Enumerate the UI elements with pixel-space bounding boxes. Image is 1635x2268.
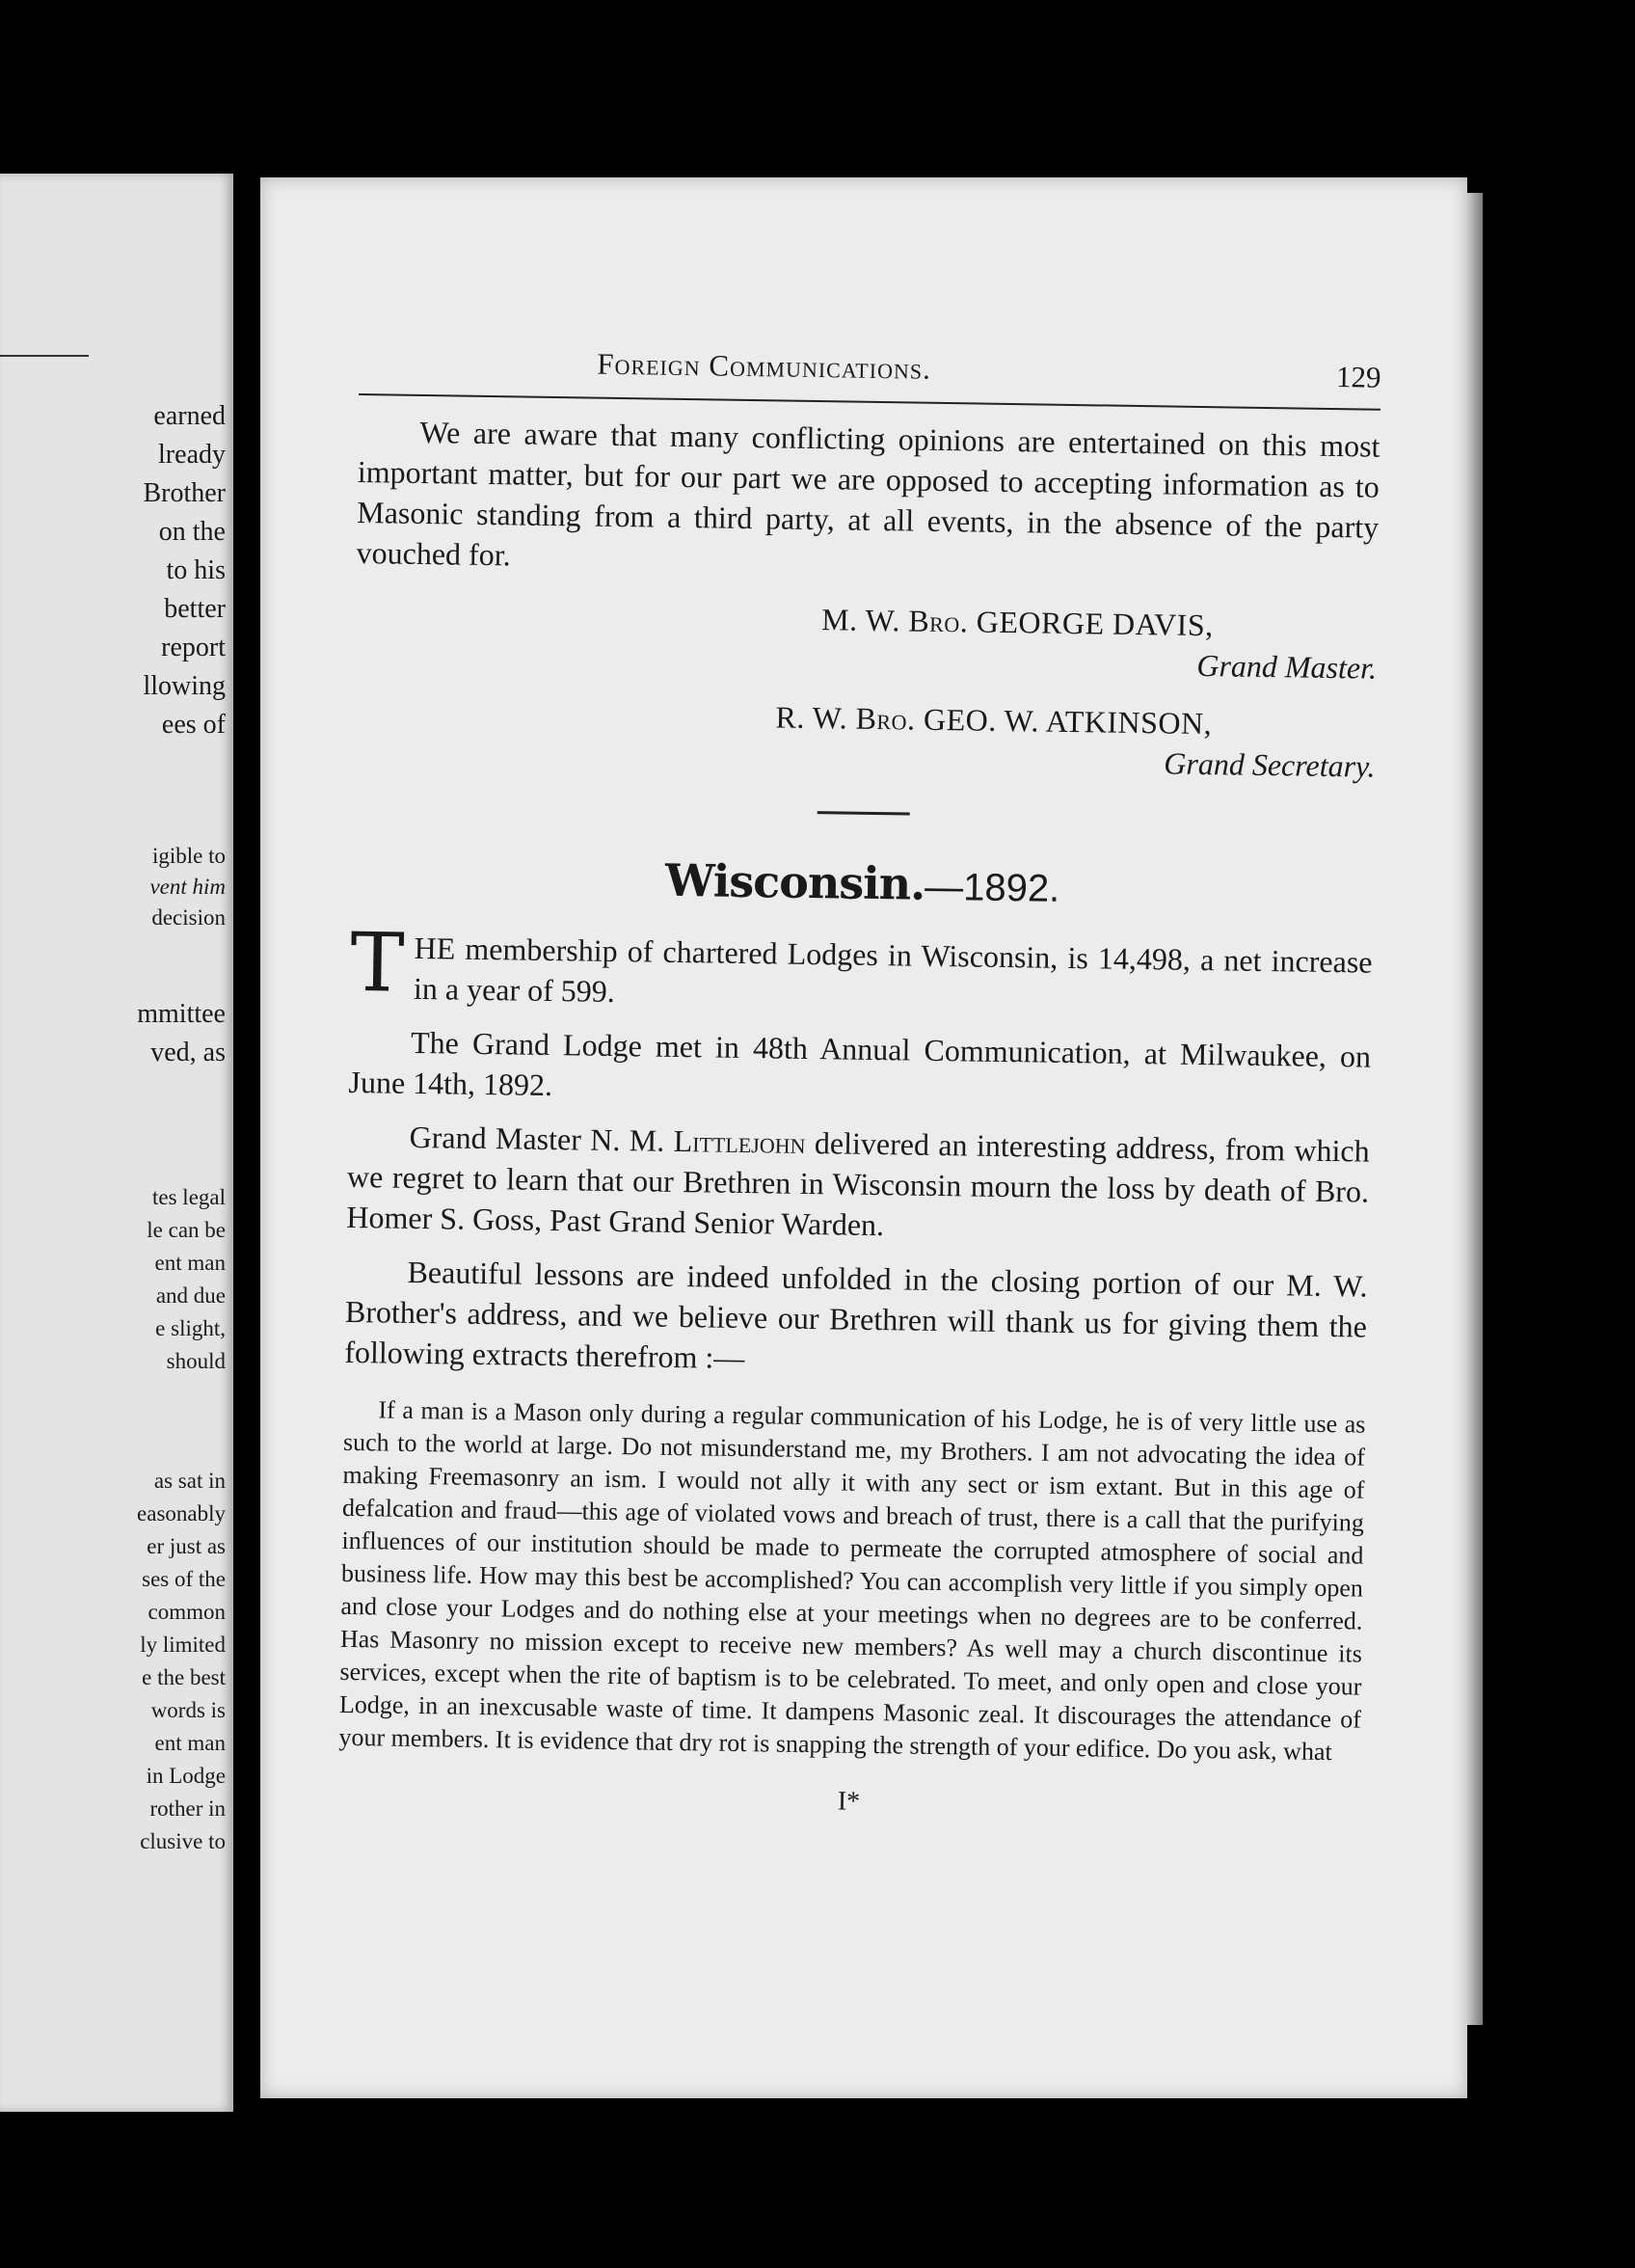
left-page-line: as sat in <box>153 1469 226 1493</box>
left-page-line: words is <box>150 1698 226 1722</box>
running-head <box>359 338 1381 415</box>
left-page-line: lready <box>158 440 226 470</box>
left-page-line: to his <box>166 555 226 585</box>
signatory-name-text: GEORGE DAVIS, <box>968 604 1214 643</box>
page-number: 129 <box>1335 360 1381 394</box>
left-page-line: e the best <box>142 1665 226 1689</box>
left-page-line: better <box>164 594 226 624</box>
signatory-prefix: M. W. <box>820 602 909 638</box>
left-page-line: common <box>147 1600 226 1624</box>
left-page-line: decision <box>151 905 226 930</box>
left-page-line: mmittee <box>137 999 226 1029</box>
signatory-name-text: GEO. W. ATKINSON, <box>915 701 1213 742</box>
left-page-line: igible to <box>151 844 226 868</box>
left-page-line: report <box>161 633 226 662</box>
left-page-line: ent man <box>154 1251 226 1275</box>
left-page-line: ent man <box>154 1731 226 1755</box>
grand-lodge-paragraph: The Grand Lodge met in 48th Annual Communication, at Milwaukee, on June 14th, 1892. <box>348 1024 1372 1103</box>
signatory-title: Grand Secretary. <box>1164 745 1376 784</box>
left-page-line: ly limited <box>140 1633 226 1657</box>
left-page-line: ved, as <box>150 1038 226 1067</box>
drop-cap: T <box>349 914 406 1011</box>
page-content <box>337 338 1381 1825</box>
left-page-line: llowing <box>143 671 226 701</box>
left-page-line: tes legal <box>152 1185 226 1209</box>
signatory-grand-secretary <box>353 690 1376 787</box>
signatory-title: Grand Master. <box>1196 647 1378 686</box>
signatory-prefix: R. W. <box>775 699 856 736</box>
signatory-honorific: Bro. <box>855 700 916 737</box>
previous-page-fragment <box>0 174 233 2112</box>
header-rule <box>359 393 1380 411</box>
membership-paragraph <box>349 914 1373 1023</box>
left-page-line: er just as <box>147 1534 226 1558</box>
left-page-line: in Lodge <box>146 1764 226 1788</box>
section-heading-year: —1892. <box>924 865 1060 910</box>
left-page-line: and due <box>155 1283 226 1308</box>
grand-master-text: Grand Master N. M. <box>409 1119 674 1158</box>
left-page-line: clusive to <box>140 1829 226 1853</box>
address-extract: If a man is a Mason only during a regular communication of his Lodge, he is of very little use as such to the world at large. Do not misunderstand me, my Brothers. I am not advocating the idea of making Freemasonry an ism. I would not ally it with any sect or ism extant. But in this age of defalcation and fraud—this age of violated vows and breach of trust, there is a call that the purifying influences of our institution should be made to permeate the corrupted atmosphere of social and business life. How may this best be accomplished? You can accomplish very little if you simply open and close your Lodges and do nothing else at your meetings when no degrees are to be conferred. Has Masonry no mission except to receive new members? As well may a church discontinue its services, except when the rite of baptism is to be celebrated. To meet, and only open and close your Lodge, in an inexcusable waste of time. It dampens Masonic zeal. It discourages the attendance of your members. It is evidence that dry rot is snapping the strength of your edifice. Do you ask, what <box>338 1395 1366 1767</box>
section-divider <box>818 811 910 815</box>
left-page-line: ees of <box>161 710 226 740</box>
section-heading <box>351 850 1374 917</box>
left-page-line: vent him <box>149 875 226 899</box>
left-page-line: le can be <box>147 1218 226 1242</box>
running-head-title: Foreign Communications. <box>597 346 932 386</box>
signature-mark: I* <box>837 1786 861 1817</box>
signatory-grand-master <box>355 592 1378 688</box>
left-page-line: easonably <box>137 1501 226 1526</box>
left-page-line: e slight, <box>155 1316 226 1340</box>
left-page-line: on the <box>158 517 226 547</box>
left-page-line: rother in <box>149 1796 226 1821</box>
section-heading-state: Wisconsin. <box>664 853 925 910</box>
grand-master-text-cont: delivered an interesting address, from which we regret to learn that our Brethren in Wisconsin mourn the loss by death of Bro. Homer S. Goss, Past Grand Senior Warden. <box>346 1124 1370 1243</box>
lessons-paragraph: Beautiful lessons are indeed unfolded in the closing portion of our M. W. Brother's address, and we believe our Brethren will thank us for giving them the following extracts therefrom :— <box>344 1254 1368 1376</box>
left-page-line: earned <box>153 401 226 431</box>
intro-paragraph: We are aware that many conflicting opinions are entertained on this most important matter, but for our part we are opposed to accepting information as to Masonic standing from a third party, at all events, in the absence of the party vouched for. <box>356 414 1380 573</box>
left-page-line: should <box>166 1349 226 1373</box>
signatory-honorific: Bro. <box>908 603 969 639</box>
left-page-line: ses of the <box>142 1567 226 1591</box>
left-page-line: Brother <box>143 478 226 508</box>
membership-text: HE membership of chartered Lodges in Wisconsin, is 14,498, a net increase in a year of 599. <box>413 930 1373 1010</box>
left-page-rule <box>0 355 89 357</box>
book-page <box>260 177 1467 2098</box>
grand-master-paragraph <box>346 1116 1370 1253</box>
grand-master-name: Littlejohn <box>673 1122 806 1160</box>
